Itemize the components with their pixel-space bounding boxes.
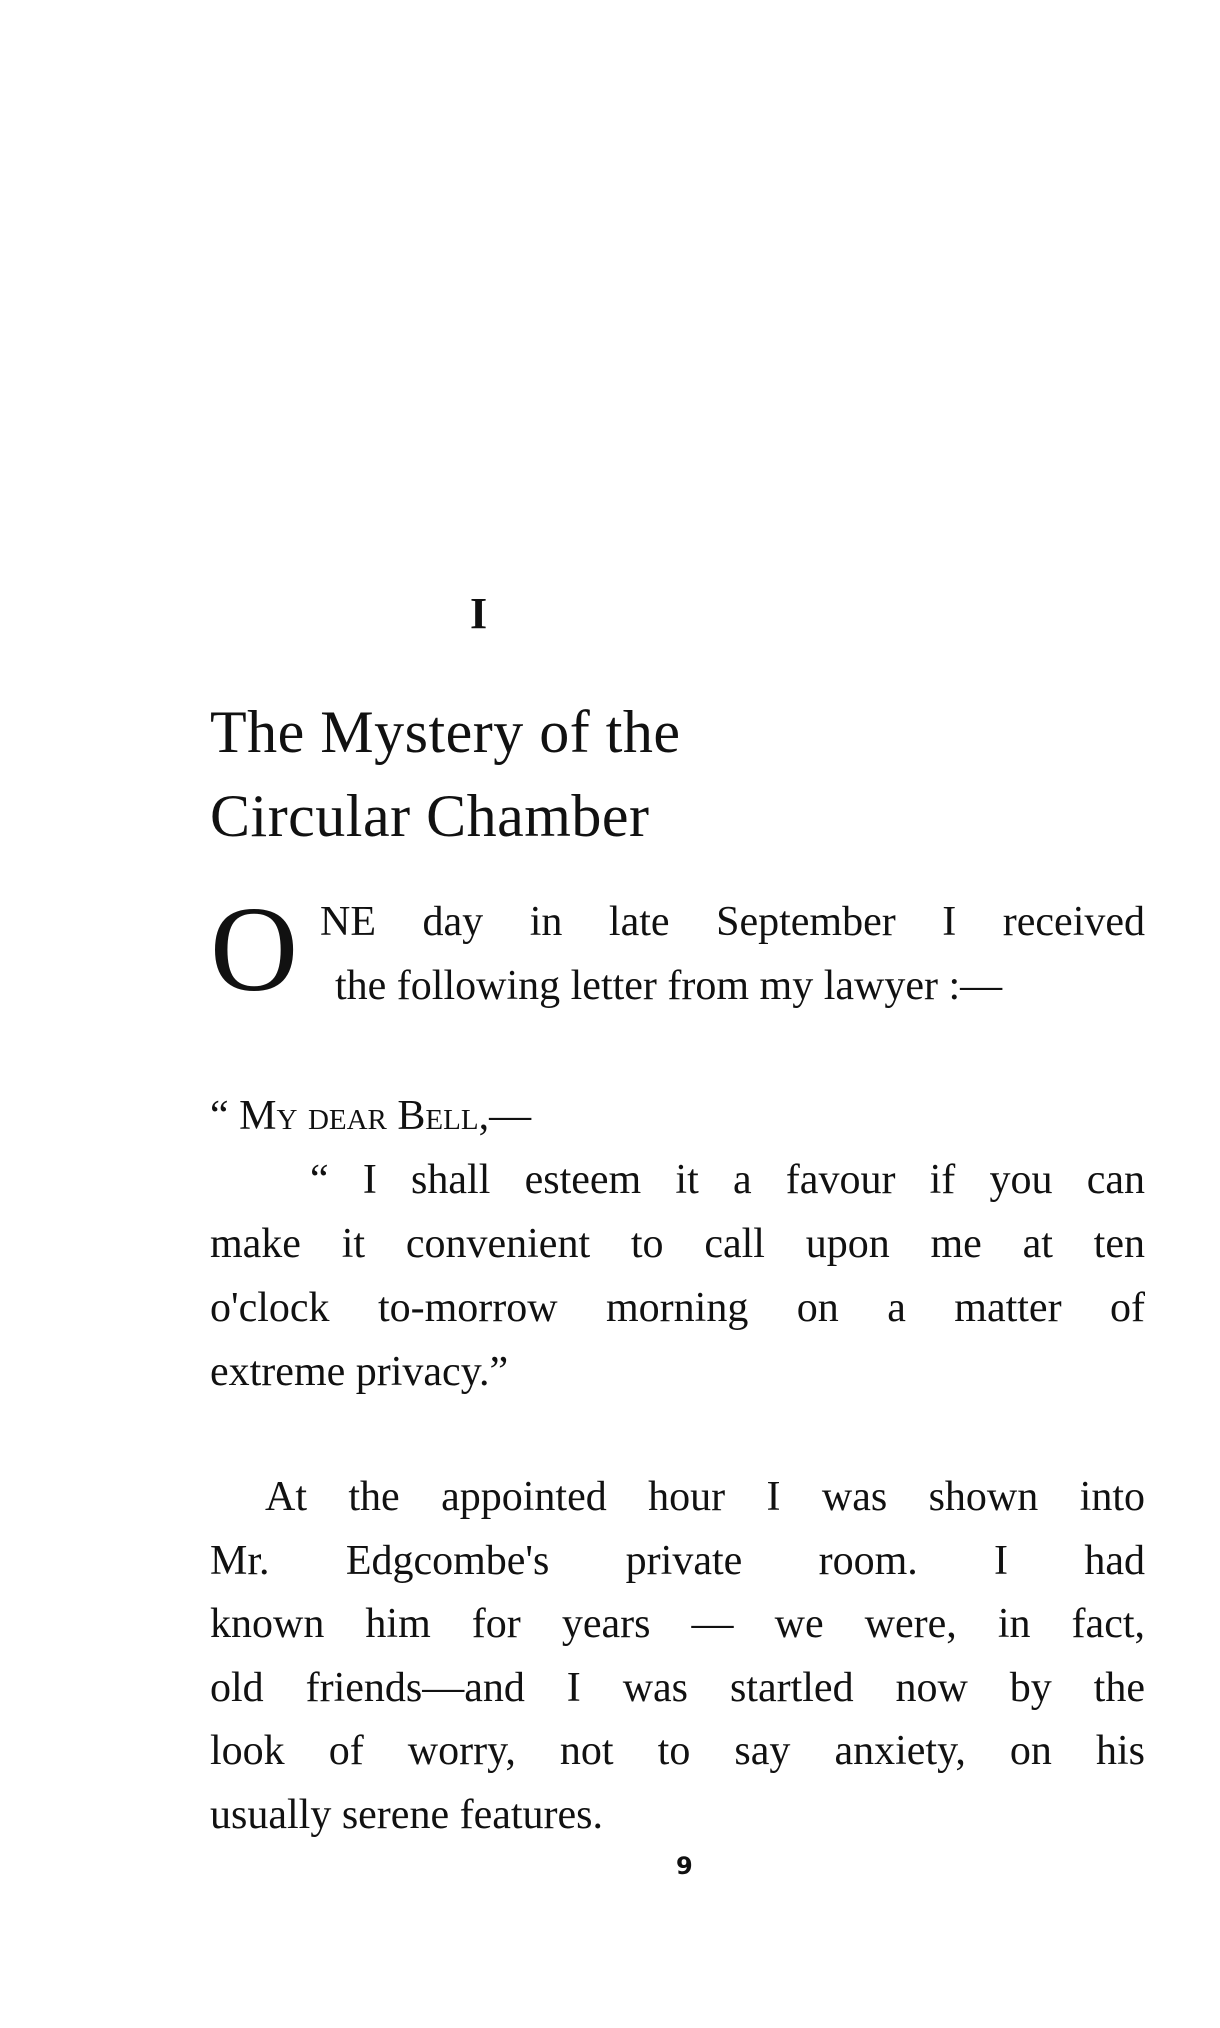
opening-line-2: the following letter from my lawyer :—	[335, 963, 1003, 1009]
chapter-title-line-1: The Mystery of the	[210, 699, 681, 765]
paragraph-line: old friends—and I was startled now by the	[210, 1664, 1145, 1711]
paragraph-line: usually serene features.	[210, 1791, 603, 1838]
letter-salutation: “ My dear Bell,—	[210, 1093, 532, 1139]
letter-line: “ I shall esteem it a favour if you can	[310, 1157, 1145, 1203]
drop-cap: O	[210, 882, 299, 1017]
letter-line: o'clock to-morrow morning on a matter of	[210, 1285, 1145, 1331]
chapter-number: I	[470, 589, 488, 638]
paragraph-line: Mr. Edgcombe's private room. I had	[210, 1537, 1145, 1584]
chapter-title-line-2: Circular Chamber	[210, 783, 650, 849]
chapter-title	[210, 690, 681, 858]
letter-quote	[210, 1084, 1145, 1404]
opening-line-1: NE day in late September I received	[320, 899, 1145, 945]
paragraph-line: At the appointed hour I was shown into	[265, 1474, 1145, 1520]
paragraph-line: known him for years — we were, in fact,	[210, 1601, 1145, 1648]
letter-line: make it convenient to call upon me at ten	[210, 1221, 1145, 1267]
body-paragraph	[210, 1466, 1145, 1848]
letter-line: extreme privacy.”	[210, 1349, 509, 1395]
paragraph-line: look of worry, not to say anxiety, on his	[210, 1728, 1145, 1775]
page-number: 9	[676, 1852, 693, 1880]
